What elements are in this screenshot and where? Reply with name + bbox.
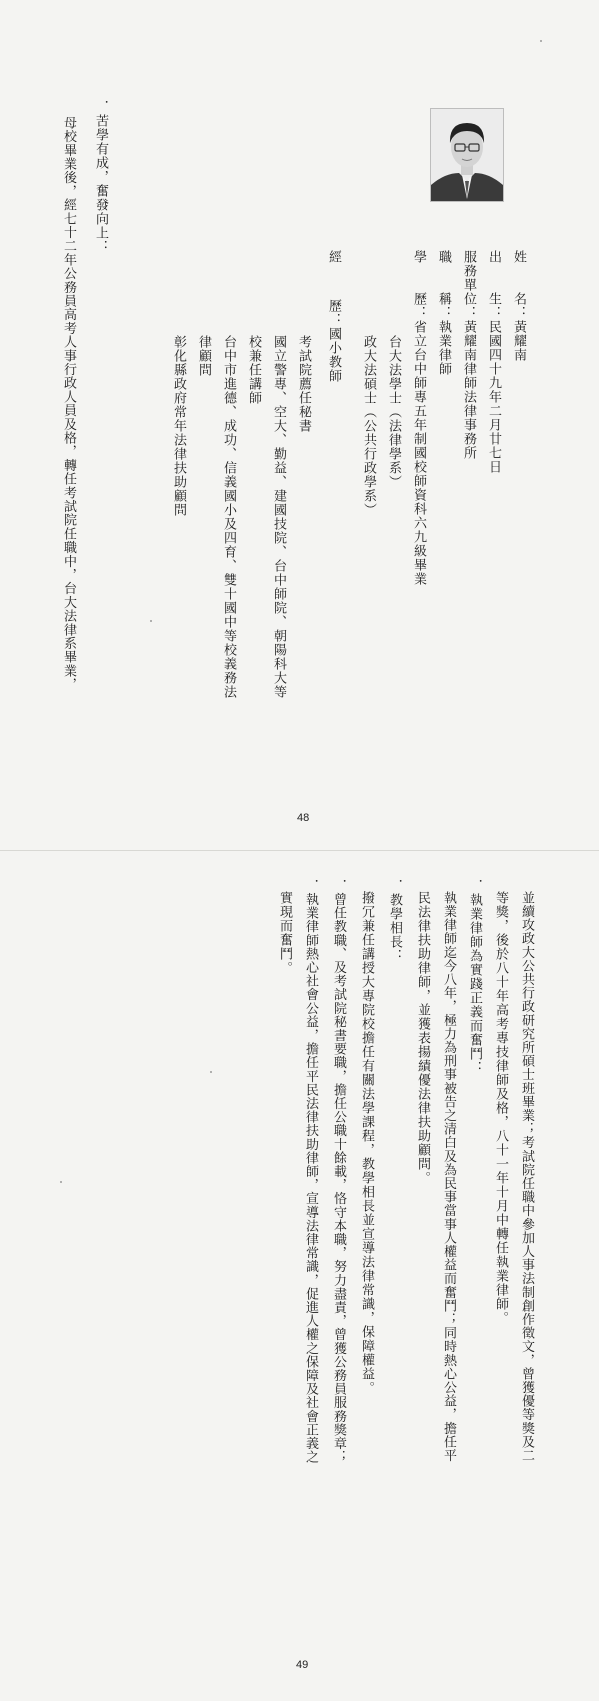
scan-speck	[210, 1071, 212, 1073]
text-line: 等獎，後於八十年高考專技律師及格，八十一年十月中轉任執業律師。	[493, 891, 508, 1325]
section-heading: ．執業律師為實踐正義而奮鬥：	[467, 879, 482, 1075]
story-heading: ．苦學有成，奮發向上：	[93, 100, 108, 254]
bio-experience-2: 考試院薦任秘書	[296, 335, 311, 433]
text-line: 並續攻政大公共行政研究所碩士班畢業；考試院任職中參加人事法制創作徵文，曾獲優等獎及二	[519, 891, 534, 1463]
bio-experience-3: 國立警專、空大、勤益、建國技院、台中師院、朝陽科大等	[271, 335, 286, 699]
text-line: 撥冗兼任講授大專院校擔任有關法學課程，教學相長並宣導法律常識，保障權益。	[359, 891, 374, 1395]
scan-speck	[540, 40, 542, 42]
page-number: 49	[296, 1659, 309, 1671]
bio-education-1: 學 歷：省立台中師專五年制國校師資科六九級畢業	[411, 250, 426, 586]
story-line-1: 母校畢業後，經七十二年公務員高考人事行政人員及格，轉任考試院任職中，台大法律系畢業，	[61, 116, 76, 692]
text-line: ．曾任教職、及考試院秘書要職，擔任公職十餘載，恪守本職，努力盡責，曾獲公務員服務獎章；	[331, 879, 346, 1464]
bio-experience-5: 台中市進德、成功、信義國小及四育、雙十國中等校義務法	[221, 335, 236, 699]
portrait-photo	[430, 108, 504, 202]
bio-experience-label: 經	[326, 250, 341, 264]
text-line: 執業律師迄今八年，極力為刑事被告之清白及為民事當事人權益而奮鬥；同時熱心公益，擔任平	[441, 891, 456, 1463]
bio-experience-6: 律顧問	[196, 335, 211, 377]
text-line: 民法律扶助律師，並獲表揚績優法律扶助顧問。	[415, 891, 430, 1185]
scan-speck	[60, 1181, 62, 1183]
page-number: 48	[297, 812, 310, 824]
bio-title: 職 稱：執業律師	[436, 250, 451, 376]
page-49	[0, 851, 599, 1701]
text-line: 實現而奮鬥。	[277, 891, 292, 975]
bio-birth: 出 生：民國四十九年二月廿七日	[486, 250, 501, 474]
bio-work-unit: 服務單位：黃耀南律師法律事務所	[461, 250, 476, 460]
page-48	[0, 0, 599, 850]
section-heading: ．教學相長：	[387, 879, 402, 963]
text-line: ．執業律師熱心社會公益，擔任平民法律扶助律師，宣導法律常識，促進人權之保障及社會正義之	[303, 879, 318, 1464]
bio-experience-7: 彰化縣政府常年法律扶助顧問	[171, 335, 186, 517]
scan-speck	[150, 620, 152, 622]
bio-education-2: 台大法學士（法律學系）	[386, 335, 401, 489]
bio-education-3: 政大法碩士（公共行政學系）	[361, 335, 376, 517]
bio-experience-1: 歷：國小教師	[326, 299, 341, 383]
bio-experience-4: 校兼任講師	[246, 335, 261, 405]
bio-name: 姓 名：黃耀南	[511, 250, 526, 362]
